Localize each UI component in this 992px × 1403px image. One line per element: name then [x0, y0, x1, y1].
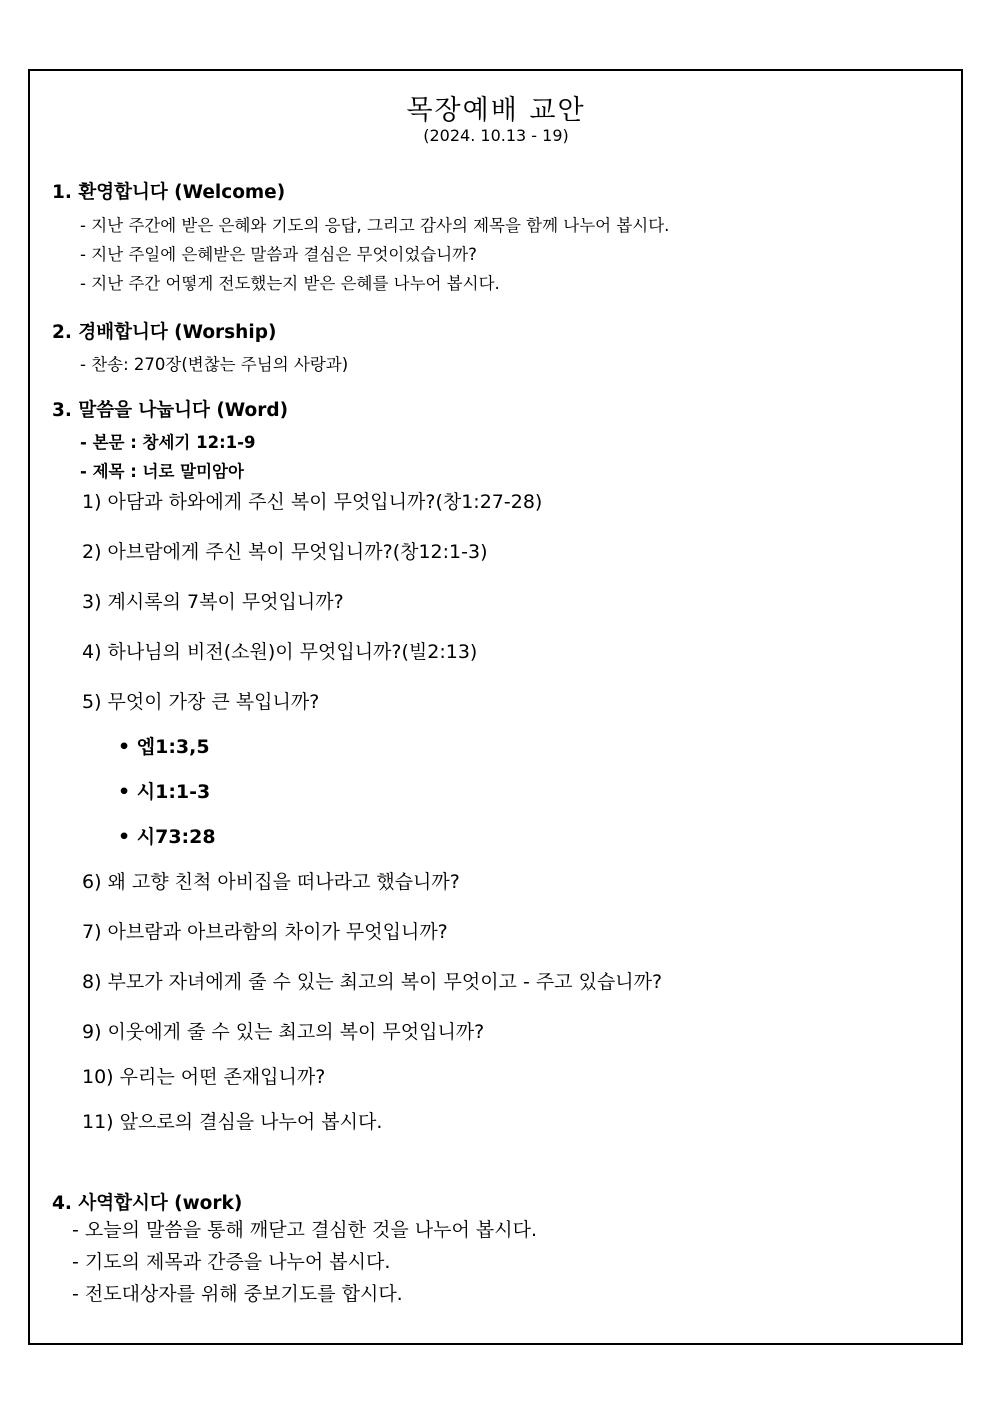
section-heading-word: 3. 말씀을 나눕니다 (Word): [52, 400, 289, 421]
section-heading-welcome: 1. 환영합니다 (Welcome): [52, 182, 286, 203]
work-bullet: - 오늘의 말씀을 통해 깨닫고 결심한 것을 나누어 봅시다.: [72, 1219, 538, 1241]
question-item: 11) 앞으로의 결심을 나누어 봅시다.: [82, 1111, 383, 1133]
question-item: 10) 우리는 어떤 존재입니까?: [82, 1066, 326, 1088]
question-item: 5) 무엇이 가장 큰 복입니까?: [82, 691, 320, 713]
question-item: 4) 하나님의 비전(소원)이 무엇입니까?(빌2:13): [82, 641, 478, 663]
document-title: 목장예배 교안: [406, 95, 586, 126]
date-range: (2024. 10.13 - 19): [423, 126, 569, 145]
question-item: 1) 아담과 하와에게 주신 복이 무엇입니까?(창1:27-28): [82, 491, 543, 513]
hymn-line: - 찬송: 270장(변찮는 주님의 사랑과): [80, 355, 349, 374]
question-item: 6) 왜 고향 친척 아비집을 떠나라고 했습니까?: [82, 871, 460, 893]
work-bullet: - 전도대상자를 위해 중보기도를 합시다.: [72, 1283, 403, 1305]
verse-reference: • 시1:1-3: [118, 781, 211, 803]
question-item: 2) 아브람에게 주신 복이 무엇입니까?(창12:1-3): [82, 541, 488, 563]
welcome-bullet: - 지난 주간에 받은 은혜와 기도의 응답, 그리고 감사의 제목을 함께 나누어 봅시다.: [80, 216, 670, 235]
scripture-reference: - 본문 : 창세기 12:1-9: [80, 433, 256, 452]
verse-reference: • 엡1:3,5: [118, 736, 210, 758]
welcome-bullet: - 지난 주간 어떻게 전도했는지 받은 은혜를 나누어 봅시다.: [80, 274, 500, 293]
section-heading-worship: 2. 경배합니다 (Worship): [52, 322, 277, 343]
sermon-title: - 제목 : 너로 말미암아: [80, 462, 244, 481]
question-item: 8) 부모가 자녀에게 줄 수 있는 최고의 복이 무엇이고 - 주고 있습니까?: [82, 971, 663, 993]
question-item: 7) 아브람과 아브라함의 차이가 무엇입니까?: [82, 921, 448, 943]
question-item: 9) 이웃에게 줄 수 있는 최고의 복이 무엇입니까?: [82, 1021, 485, 1043]
welcome-bullet: - 지난 주일에 은혜받은 말씀과 결심은 무엇이었습니까?: [80, 245, 477, 264]
work-bullet: - 기도의 제목과 간증을 나누어 봅시다.: [72, 1251, 391, 1273]
question-item: 3) 계시록의 7복이 무엇입니까?: [82, 591, 344, 613]
verse-reference: • 시73:28: [118, 826, 216, 848]
section-heading-work: 4. 사역합시다 (work): [52, 1193, 243, 1214]
